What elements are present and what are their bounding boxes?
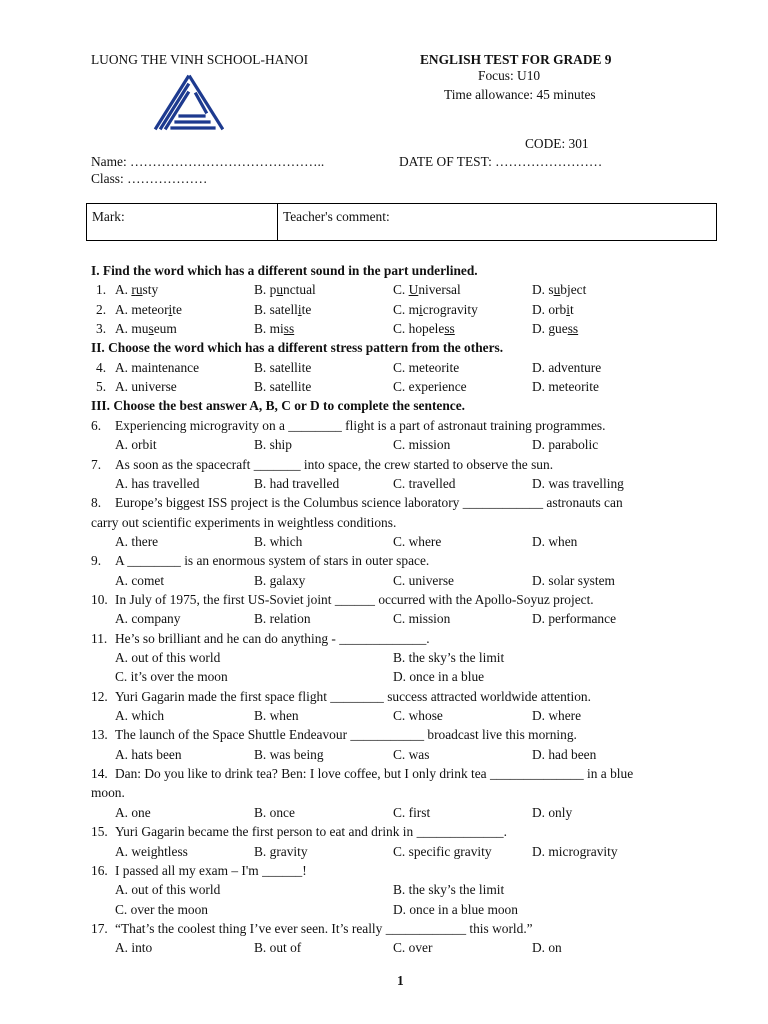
answer-option bbox=[532, 610, 616, 628]
option-text: C. universe bbox=[393, 572, 454, 588]
option-text: B. which bbox=[254, 533, 303, 549]
section-heading bbox=[0, 262, 768, 280]
name-field: Name: …………………………………….. bbox=[91, 154, 325, 169]
answer-options-row bbox=[0, 746, 768, 764]
question-number: 7. bbox=[91, 456, 102, 472]
option-text: C. over bbox=[393, 940, 433, 956]
answer-options-row bbox=[0, 533, 768, 551]
answer-option bbox=[532, 475, 624, 493]
answer-options-row bbox=[0, 475, 768, 493]
option-text: C. was bbox=[393, 746, 430, 762]
option-text: D. on bbox=[532, 940, 562, 956]
option-text: D. performance bbox=[532, 611, 617, 627]
option-text: D. when bbox=[532, 533, 578, 549]
answer-option bbox=[393, 707, 443, 725]
option-text: te bbox=[172, 301, 182, 317]
answer-option: A. out of this world bbox=[115, 650, 221, 665]
question-number: 9. bbox=[91, 553, 102, 569]
underlined-letters: i bbox=[566, 301, 570, 317]
option-text: C. m bbox=[393, 301, 420, 317]
answer-option bbox=[254, 378, 311, 396]
answer-option bbox=[393, 475, 455, 493]
question-text: “That’s the coolest thing I’ve ever seen. It’s really ____________ this world.” bbox=[115, 920, 533, 936]
answer-option bbox=[254, 804, 295, 822]
answer-option bbox=[115, 281, 158, 299]
question-text: Yuri Gagarin became the first person to eat and drink in _____________. bbox=[115, 824, 507, 840]
answer-option bbox=[532, 804, 572, 822]
option-text: B. galaxy bbox=[254, 572, 306, 588]
answer-option bbox=[393, 359, 459, 377]
answer-option bbox=[393, 572, 454, 590]
option-text: D. microgravity bbox=[532, 843, 618, 859]
answer-option bbox=[115, 707, 164, 725]
underlined-letters: u bbox=[276, 282, 284, 298]
option-text: A. comet bbox=[115, 572, 165, 588]
answer-option bbox=[254, 436, 292, 454]
section-heading bbox=[0, 397, 768, 415]
answer-option bbox=[115, 359, 199, 377]
answer-option bbox=[115, 320, 177, 338]
answer-option bbox=[115, 301, 182, 319]
question-number: 6. bbox=[91, 417, 102, 433]
answer-option bbox=[532, 746, 596, 764]
answer-options-row bbox=[0, 610, 768, 628]
answer-option: C. over the moon bbox=[115, 901, 208, 917]
option-text: D. gue bbox=[532, 321, 568, 337]
answer-option bbox=[393, 843, 492, 861]
answer-option bbox=[254, 533, 302, 551]
answer-option bbox=[254, 359, 311, 377]
question-number: 17. bbox=[91, 920, 108, 936]
option-text: B. was being bbox=[254, 746, 324, 762]
option-text: D. was travelling bbox=[532, 475, 624, 491]
underlined-letters: u bbox=[135, 282, 143, 298]
answer-options-row bbox=[0, 436, 768, 454]
question-number: 14. bbox=[91, 766, 108, 782]
answer-option bbox=[254, 843, 308, 861]
answer-option bbox=[115, 475, 199, 493]
option-text: C. mission bbox=[393, 611, 451, 627]
mark-label: Mark: bbox=[92, 209, 125, 224]
answer-option bbox=[393, 533, 441, 551]
answer-option bbox=[115, 572, 164, 590]
option-text: niversal bbox=[418, 282, 461, 298]
option-text: A. weightless bbox=[115, 843, 188, 859]
option-text: A. bbox=[115, 282, 132, 298]
question-number: 10. bbox=[91, 591, 108, 607]
section-heading-text: I. Find the word which has a different sound in the part underlined. bbox=[91, 263, 478, 278]
question-text-continued bbox=[0, 784, 768, 802]
answer-option bbox=[254, 939, 301, 957]
answer-options-row bbox=[0, 881, 768, 899]
answer-option: D. once in a blue moon bbox=[393, 901, 518, 917]
answer-option bbox=[532, 281, 586, 299]
question-text: As soon as the spacecraft _______ into space, the crew started to observe the sun. bbox=[115, 456, 554, 472]
underlined-letters: ss bbox=[444, 321, 455, 337]
option-text: D. s bbox=[532, 282, 554, 298]
option-text: B. satellite bbox=[254, 379, 312, 395]
option-text: D. meteorite bbox=[532, 379, 599, 395]
answer-option bbox=[115, 939, 152, 957]
option-text: nctual bbox=[283, 282, 316, 298]
question-stem bbox=[0, 920, 768, 938]
question-text: In July of 1975, the first US-Soviet joint ______ occurred with the Apollo-Soyuz project. bbox=[115, 591, 594, 607]
answer-option bbox=[532, 359, 601, 377]
question-stem bbox=[0, 765, 768, 783]
question-number: 5. bbox=[96, 379, 107, 395]
answer-options-row bbox=[0, 378, 768, 396]
option-text: C. bbox=[393, 282, 409, 298]
underlined-letters: r bbox=[131, 282, 136, 298]
question-number: 13. bbox=[91, 727, 108, 743]
answer-option bbox=[393, 320, 455, 338]
option-text: D. orb bbox=[532, 301, 567, 317]
answer-options-row bbox=[0, 572, 768, 590]
option-text: B. mi bbox=[254, 321, 284, 337]
answer-option bbox=[532, 378, 599, 396]
answer-option bbox=[254, 572, 305, 590]
option-text: A. has travelled bbox=[115, 475, 200, 491]
option-text: B. satell bbox=[254, 301, 298, 317]
answer-option bbox=[115, 746, 182, 764]
answer-options-row bbox=[0, 939, 768, 957]
question-text: moon. bbox=[91, 785, 125, 801]
underlined-letters: ss bbox=[567, 321, 579, 337]
option-text: D. parabolic bbox=[532, 437, 599, 453]
answer-option bbox=[115, 804, 151, 822]
answer-option bbox=[254, 475, 339, 493]
question-number: 1. bbox=[96, 282, 107, 298]
teacher-comment-label: Teacher's comment: bbox=[283, 209, 390, 224]
question-stem bbox=[0, 823, 768, 841]
answer-options-row bbox=[0, 359, 768, 377]
option-text: C. first bbox=[393, 804, 431, 820]
option-text: A. meteor bbox=[115, 301, 169, 317]
answer-option bbox=[115, 436, 157, 454]
answer-option: B. the sky’s the limit bbox=[393, 650, 505, 665]
test-code: CODE: 301 bbox=[525, 136, 589, 151]
answer-option bbox=[393, 436, 450, 454]
underlined-letters: ss bbox=[283, 321, 295, 337]
answer-option bbox=[532, 533, 577, 551]
question-stem bbox=[0, 862, 768, 880]
answer-options-row bbox=[0, 281, 768, 299]
answer-option bbox=[532, 301, 574, 319]
answer-option bbox=[254, 707, 299, 725]
answer-option bbox=[393, 939, 432, 957]
answer-options-row bbox=[0, 649, 768, 667]
test-title: ENGLISH TEST FOR GRADE 9 bbox=[420, 52, 612, 67]
underlined-letters: i bbox=[168, 301, 173, 317]
option-text: A. orbit bbox=[115, 437, 157, 453]
question-text: The launch of the Space Shuttle Endeavour ___________ broadcast live this morning. bbox=[115, 727, 577, 743]
answer-option: D. once in a blue bbox=[393, 669, 485, 685]
option-text: A. company bbox=[115, 611, 181, 627]
answer-option: C. it’s over the moon bbox=[115, 669, 228, 685]
answer-option bbox=[254, 301, 311, 319]
answer-options-row bbox=[0, 901, 768, 919]
answer-option bbox=[254, 281, 316, 299]
option-text: B. relation bbox=[254, 611, 311, 627]
question-text: A ________ is an enormous system of stars in outer space. bbox=[115, 553, 430, 569]
answer-option bbox=[115, 533, 158, 551]
option-text: B. p bbox=[254, 282, 277, 298]
page-number: 1 bbox=[397, 973, 404, 988]
option-text: D. solar system bbox=[532, 572, 615, 588]
question-stem bbox=[0, 688, 768, 706]
answer-options-row bbox=[0, 301, 768, 319]
question-number: 11. bbox=[91, 630, 108, 646]
option-text: C. where bbox=[393, 533, 442, 549]
question-text: Europe’s biggest ISS project is the Columbus science laboratory ____________ astronauts can bbox=[115, 495, 623, 511]
answer-option: A. out of this world bbox=[115, 882, 221, 898]
answer-option bbox=[393, 301, 478, 319]
answer-option bbox=[393, 378, 467, 396]
option-text: C. mission bbox=[393, 437, 451, 453]
answer-option bbox=[393, 804, 430, 822]
option-text: A. there bbox=[115, 533, 159, 549]
class-field: Class: ……………… bbox=[91, 171, 208, 186]
date-field: DATE OF TEST: …………………… bbox=[399, 154, 603, 169]
underlined-letters: i bbox=[419, 301, 423, 317]
answer-option bbox=[254, 320, 294, 338]
answer-option bbox=[393, 746, 429, 764]
underlined-letters: i bbox=[297, 301, 302, 317]
question-number: 12. bbox=[91, 688, 108, 704]
answer-options-row bbox=[0, 707, 768, 725]
answer-options-row bbox=[0, 668, 768, 686]
question-number: 2. bbox=[96, 301, 107, 317]
answer-option bbox=[115, 843, 188, 861]
option-text: te bbox=[301, 301, 312, 317]
option-text: eum bbox=[153, 321, 177, 337]
question-stem bbox=[0, 552, 768, 570]
option-text: C. whose bbox=[393, 708, 443, 724]
option-text: C. travelled bbox=[393, 475, 456, 491]
question-text: I passed all my exam – I'm ______! bbox=[115, 862, 307, 878]
answer-option bbox=[532, 939, 562, 957]
question-number: 15. bbox=[91, 824, 108, 840]
option-text: sty bbox=[142, 282, 159, 298]
option-text: B. when bbox=[254, 708, 299, 724]
option-text: D. where bbox=[532, 708, 582, 724]
option-text: B. once bbox=[254, 804, 295, 820]
option-text: D. only bbox=[532, 804, 573, 820]
option-text: B. gravity bbox=[254, 843, 308, 859]
option-text: C. specific gravity bbox=[393, 843, 492, 859]
option-text: t bbox=[569, 301, 574, 317]
option-text: crogravity bbox=[422, 301, 478, 317]
option-text: C. experience bbox=[393, 379, 467, 395]
time-allowance: Time allowance: 45 minutes bbox=[444, 87, 596, 102]
option-text: A. maintenance bbox=[115, 359, 200, 375]
question-stem bbox=[0, 591, 768, 609]
answer-option bbox=[532, 436, 598, 454]
answer-option bbox=[254, 746, 324, 764]
question-text: Yuri Gagarin made the first space flight ________ success attracted worldwide attention. bbox=[115, 688, 591, 704]
option-text: B. satellite bbox=[254, 359, 312, 375]
question-stem bbox=[0, 456, 768, 474]
question-text: Experiencing microgravity on a ________ flight is a part of astronaut training programmes. bbox=[115, 417, 606, 433]
test-focus: Focus: U10 bbox=[478, 68, 541, 83]
school-logo-icon bbox=[152, 74, 224, 132]
section-heading-text: II. Choose the word which has a different stress pattern from the others. bbox=[91, 340, 504, 356]
answer-option bbox=[254, 610, 311, 628]
mark-box bbox=[86, 203, 717, 241]
answer-options-row bbox=[0, 804, 768, 822]
answer-options-row bbox=[0, 843, 768, 861]
answer-options-row bbox=[0, 320, 768, 338]
answer-option bbox=[393, 610, 450, 628]
question-stem bbox=[0, 494, 768, 512]
question-stem bbox=[0, 417, 768, 435]
option-text: B. ship bbox=[254, 437, 292, 453]
option-text: D. had been bbox=[532, 746, 597, 762]
question-text: He’s so brilliant and he can do anything - _____________. bbox=[115, 630, 430, 646]
answer-option bbox=[532, 843, 618, 861]
question-number: 16. bbox=[91, 862, 108, 878]
option-text: A. one bbox=[115, 804, 151, 820]
section-heading-text: III. Choose the best answer A, B, C or D to complete the sentence. bbox=[91, 398, 466, 414]
option-text: B. out of bbox=[254, 940, 302, 956]
option-text: bject bbox=[560, 282, 587, 298]
question-number: 4. bbox=[96, 359, 107, 375]
option-text: A. mu bbox=[115, 321, 149, 337]
answer-option bbox=[532, 707, 581, 725]
section-heading bbox=[0, 339, 768, 357]
question-text: Dan: Do you like to drink tea? Ben: I love coffee, but I only drink tea ______________ in a blue bbox=[115, 766, 634, 782]
mark-box-divider bbox=[277, 204, 278, 240]
option-text: C. hopele bbox=[393, 321, 445, 337]
underlined-letters: u bbox=[553, 282, 561, 298]
answer-option: B. the sky’s the limit bbox=[393, 882, 505, 898]
answer-option bbox=[393, 281, 461, 299]
option-text: C. meteorite bbox=[393, 359, 460, 375]
answer-option bbox=[115, 610, 180, 628]
question-number: 8. bbox=[91, 495, 102, 511]
question-text-continued bbox=[0, 514, 768, 532]
option-text: D. adventure bbox=[532, 359, 602, 375]
question-text: carry out scientific experiments in weightless conditions. bbox=[91, 514, 397, 530]
answer-option bbox=[115, 378, 177, 396]
answer-option bbox=[532, 320, 578, 338]
underlined-letters: s bbox=[148, 321, 154, 337]
option-text: A. universe bbox=[115, 379, 177, 395]
question-stem bbox=[0, 630, 768, 648]
option-text: A. which bbox=[115, 708, 165, 724]
question-stem bbox=[0, 726, 768, 744]
option-text: B. had travelled bbox=[254, 475, 340, 491]
answer-option bbox=[532, 572, 615, 590]
question-number: 3. bbox=[96, 321, 107, 337]
option-text: A. hats been bbox=[115, 746, 182, 762]
option-text: A. into bbox=[115, 940, 153, 956]
school-name: LUONG THE VINH SCHOOL-HANOI bbox=[91, 52, 309, 67]
underlined-letters: U bbox=[408, 282, 419, 298]
